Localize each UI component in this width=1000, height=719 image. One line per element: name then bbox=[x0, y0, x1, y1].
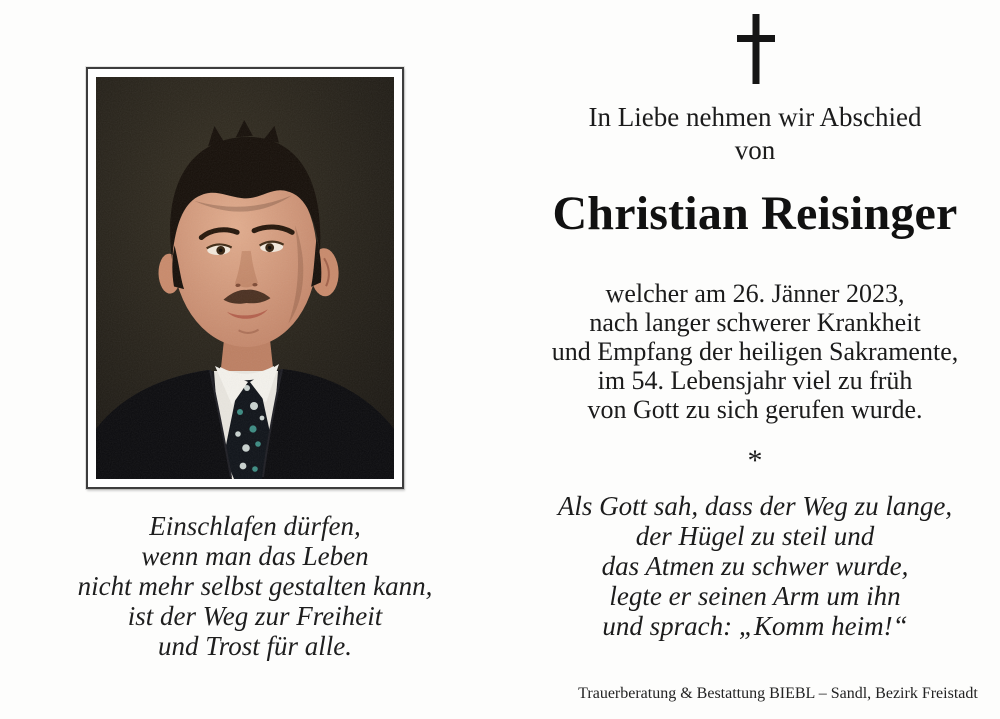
obituary-line: von Gott zu sich gerufen wurde. bbox=[587, 395, 923, 424]
portrait-photo bbox=[96, 77, 394, 479]
deceased-name: Christian Reisinger bbox=[552, 187, 958, 240]
separator-star: * bbox=[747, 444, 763, 477]
obituary-line: nach langer schwerer Krankheit bbox=[589, 308, 921, 337]
consolation-poem bbox=[505, 491, 1000, 641]
left-poem-line: nicht mehr selbst gestalten kann, bbox=[77, 571, 433, 601]
left-poem-line: Einschlafen dürfen, bbox=[149, 511, 361, 541]
intro-text bbox=[505, 101, 1000, 167]
scan-grain bbox=[96, 77, 394, 479]
obituary-line: und Empfang der heiligen Sakramente, bbox=[551, 337, 959, 366]
consolation-poem-line: und sprach: „Komm heim!“ bbox=[602, 611, 908, 641]
consolation-poem-line: Als Gott sah, dass der Weg zu lange, bbox=[557, 491, 953, 521]
cross-icon bbox=[737, 14, 775, 84]
intro-line-1: In Liebe nehmen wir Abschied bbox=[588, 102, 922, 132]
obituary-line: welcher am 26. Jänner 2023, bbox=[605, 279, 905, 308]
photo-frame bbox=[86, 67, 404, 489]
consolation-poem-line: der Hügel zu steil und bbox=[635, 521, 875, 551]
left-poem-line: und Trost für alle. bbox=[157, 631, 353, 661]
left-poem-line: ist der Weg zur Freiheit bbox=[127, 601, 383, 631]
left-poem bbox=[10, 511, 500, 661]
left-poem-line: wenn man das Leben bbox=[141, 541, 369, 571]
funeral-home-credit: Trauerberatung & Bestattung BIEBL – Sandl, Bezirk Freistadt bbox=[578, 685, 978, 702]
intro-line-2: von bbox=[734, 135, 776, 165]
obituary-line: im 54. Lebensjahr viel zu früh bbox=[597, 366, 913, 395]
obituary-text bbox=[505, 279, 1000, 424]
consolation-poem-line: das Atmen zu schwer wurde, bbox=[601, 551, 909, 581]
consolation-poem-line: legte er seinen Arm um ihn bbox=[609, 581, 901, 611]
